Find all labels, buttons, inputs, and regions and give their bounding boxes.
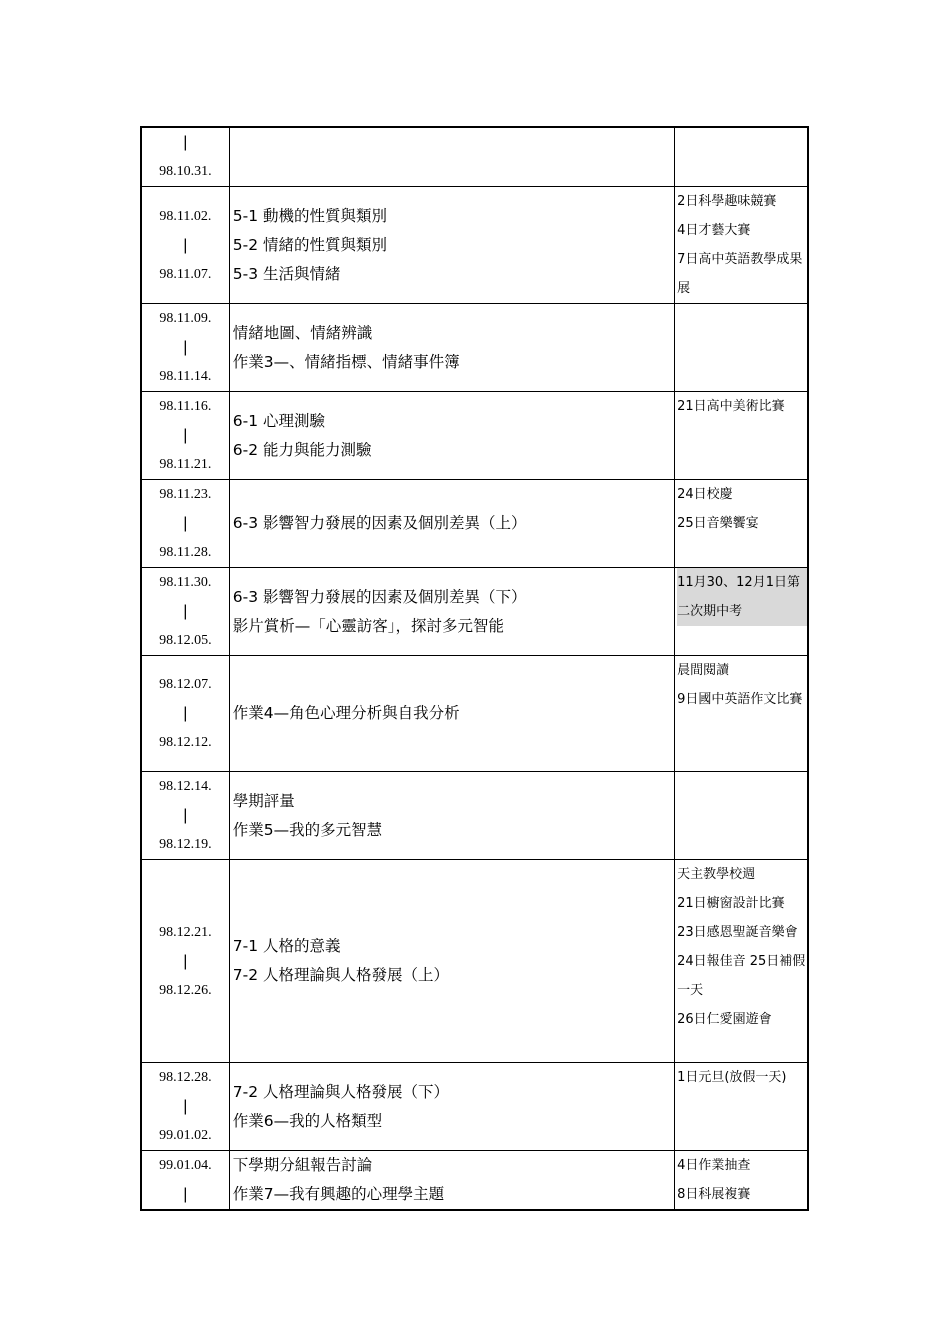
- school-event: 11月30、12月1日第二次期中考: [677, 568, 807, 626]
- school-event: 2日科學趣味競賽: [677, 194, 777, 209]
- date-range-separator: |: [183, 339, 188, 356]
- schedule-row: [141, 860, 808, 1063]
- course-topic: 下學期分組報告討論: [232, 1156, 373, 1174]
- week-date: 98.12.19.: [159, 837, 212, 852]
- course-content-cell: [229, 392, 674, 480]
- schedule-row: [141, 304, 808, 392]
- week-date: 98.11.23.: [159, 487, 212, 502]
- week-date: 98.11.16.: [159, 399, 212, 414]
- course-topic: 7-2 人格理論與人格發展（下）: [232, 1082, 449, 1101]
- school-event: 24日報佳音 25日補假一天: [677, 954, 806, 998]
- date-range-separator: |: [183, 603, 188, 620]
- schedule-row: [141, 480, 808, 568]
- schedule-row: [141, 127, 808, 187]
- course-topic: 6-3 影響智力發展的因素及個別差異（下）: [232, 587, 527, 606]
- school-event: 7日高中英語教學成果展: [677, 252, 803, 296]
- schedule-row: [141, 568, 808, 656]
- school-event-cell: [675, 656, 808, 772]
- course-content-cell: [229, 480, 674, 568]
- course-topic: 作業5—我的多元智慧: [232, 820, 383, 839]
- school-event: 9日國中英語作文比賽: [677, 692, 803, 707]
- date-range-separator: |: [183, 134, 188, 151]
- course-topic: 作業3—、情緒指標、情緒事件簿: [232, 352, 460, 371]
- schedule-row: [141, 187, 808, 304]
- school-event: 4日作業抽查: [677, 1158, 751, 1173]
- school-event-cell: [675, 568, 808, 656]
- week-date-cell: [141, 656, 229, 772]
- date-range-separator: |: [183, 807, 188, 824]
- week-date-cell: [141, 772, 229, 860]
- school-event-cell: [675, 392, 808, 480]
- week-date: 98.12.28.: [159, 1070, 212, 1085]
- date-range-separator: |: [183, 1098, 188, 1115]
- course-topic: 5-2 情緒的性質與類別: [232, 235, 387, 254]
- week-date: 98.11.14.: [159, 369, 212, 384]
- week-date-cell: [141, 568, 229, 656]
- course-topic: 6-3 影響智力發展的因素及個別差異（上）: [232, 514, 527, 532]
- week-date: 98.12.21.: [159, 924, 212, 940]
- week-date-cell: [141, 392, 229, 480]
- school-event-cell: [675, 187, 808, 304]
- week-date: 99.01.04.: [159, 1158, 212, 1173]
- school-event: 26日仁愛園遊會: [677, 1012, 772, 1027]
- date-range-separator: |: [183, 236, 188, 254]
- school-event: 25日音樂饗宴: [677, 516, 759, 531]
- week-date: 98.11.02.: [159, 208, 212, 224]
- school-event: 23日感恩聖誕音樂會: [677, 925, 798, 940]
- course-topic: 7-2 人格理論與人格發展（上）: [232, 966, 449, 984]
- school-event: 21日高中美術比賽: [677, 399, 785, 414]
- date-range-separator: |: [183, 1186, 188, 1203]
- schedule-row: [141, 392, 808, 480]
- course-topic: 作業7—我有興趣的心理學主題: [232, 1185, 445, 1203]
- school-event: 天主教學校週: [677, 867, 756, 882]
- school-event-cell: [675, 127, 808, 187]
- school-event-cell: [675, 480, 808, 568]
- date-range-separator: |: [183, 427, 188, 444]
- week-date: 98.10.31.: [159, 164, 212, 179]
- schedule-row: [141, 1151, 808, 1211]
- course-topic: 作業4—角色心理分析與自我分析: [232, 704, 460, 722]
- week-date: 98.11.09.: [159, 311, 212, 326]
- course-content-cell: [229, 772, 674, 860]
- schedule-row: [141, 772, 808, 860]
- week-date-cell: [141, 480, 229, 568]
- schedule-row: [141, 1063, 808, 1151]
- schedule-table: [140, 126, 809, 1211]
- week-date: 99.01.02.: [159, 1128, 212, 1143]
- week-date: 98.12.05.: [159, 633, 212, 648]
- course-topic: 5-1 動機的性質與類別: [232, 206, 387, 225]
- course-content-cell: [229, 304, 674, 392]
- course-content-cell: [229, 568, 674, 656]
- school-event-cell: [675, 860, 808, 1063]
- date-range-separator: |: [183, 705, 188, 722]
- course-topic: 6-2 能力與能力測驗: [232, 440, 372, 459]
- week-date: 98.11.07.: [159, 266, 212, 282]
- schedule-body: [141, 127, 808, 1210]
- course-content-cell: [229, 1063, 674, 1151]
- school-event: 晨間閱讀: [677, 663, 730, 678]
- school-event: 24日校慶: [677, 487, 733, 502]
- course-topic: 學期評量: [232, 791, 295, 810]
- school-event: 4日才藝大賽: [677, 223, 751, 238]
- week-date-cell: [141, 860, 229, 1063]
- course-content-cell: [229, 187, 674, 304]
- course-topic: 6-1 心理測驗: [232, 411, 325, 430]
- school-event: 8日科展複賽: [677, 1187, 751, 1202]
- school-event-cell: [675, 304, 808, 392]
- schedule-row: [141, 656, 808, 772]
- week-date-cell: [141, 1151, 229, 1211]
- week-date: 98.12.14.: [159, 779, 212, 794]
- date-range-separator: |: [183, 515, 188, 532]
- week-date: 98.11.28.: [159, 545, 212, 560]
- week-date: 98.11.21.: [159, 457, 212, 472]
- course-topic: 作業6—我的人格類型: [232, 1111, 383, 1130]
- course-topic: 7-1 人格的意義: [232, 937, 341, 955]
- course-content-cell: [229, 656, 674, 772]
- date-range-separator: |: [183, 952, 188, 970]
- week-date: 98.12.07.: [159, 677, 212, 692]
- school-event-cell: [675, 772, 808, 860]
- week-date-cell: [141, 187, 229, 304]
- course-topic: 影片賞析—「心靈訪客」，探討多元智能: [232, 616, 505, 635]
- course-topic: 情緒地圖、情緒辨識: [232, 323, 373, 342]
- week-date: 98.12.26.: [159, 982, 212, 998]
- week-date-cell: [141, 1063, 229, 1151]
- school-event-cell: [675, 1063, 808, 1151]
- course-topic: 5-3 生活與情緒: [232, 264, 341, 283]
- week-date: 98.11.30.: [159, 575, 212, 590]
- week-date: 98.12.12.: [159, 735, 212, 750]
- course-content-cell: [229, 1151, 674, 1211]
- school-event: 21日櫥窗設計比賽: [677, 896, 785, 911]
- week-date-cell: [141, 127, 229, 187]
- school-event-cell: [675, 1151, 808, 1211]
- course-content-cell: [229, 127, 674, 187]
- week-date-cell: [141, 304, 229, 392]
- course-content-cell: [229, 860, 674, 1063]
- school-event: 1日元旦(放假一天): [677, 1070, 787, 1085]
